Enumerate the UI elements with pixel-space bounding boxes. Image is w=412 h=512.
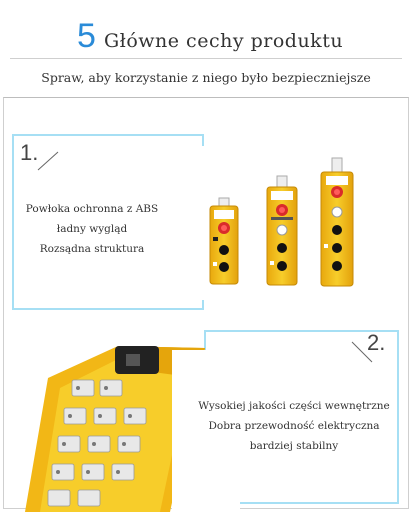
feature-2-line: bardziej stabilny [249, 440, 339, 452]
feature-2-number: 2. [367, 330, 386, 355]
section-title: Główne cechy produktu [104, 30, 344, 52]
feature-1-line: ładny wygląd [56, 223, 128, 235]
feature-1-line: Powłoka ochronna z ABS [25, 203, 159, 215]
feature-1-number: 1. [20, 140, 39, 165]
header-divider [10, 58, 402, 59]
section-number: 5 [77, 17, 96, 55]
pendant-medium [267, 176, 297, 285]
pendant-controls-photo [166, 146, 399, 300]
feature-2-line: Dobra przewodność elektryczna [208, 420, 380, 432]
feature-2-text [186, 396, 402, 456]
feature-1-text [12, 199, 172, 259]
section-header [0, 0, 412, 96]
feature-1-line: Rozsądna struktura [39, 243, 145, 255]
pendant-small [210, 198, 238, 284]
feature-2-line: Wysokiej jakości części wewnętrzne [198, 400, 390, 412]
pendant-large [321, 158, 353, 286]
section-subtitle: Spraw, aby korzystanie z niego było bezpieczniejsze [41, 70, 371, 85]
slash-decoration-icon [36, 150, 60, 172]
